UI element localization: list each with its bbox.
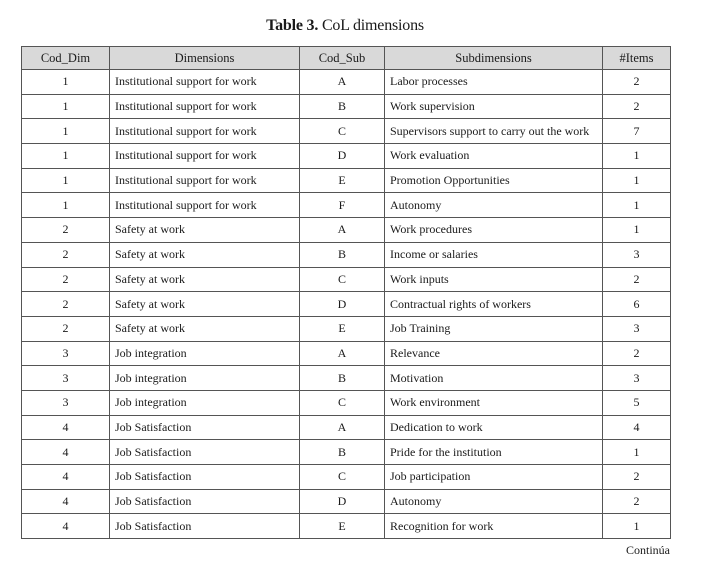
cell-subdimension: Autonomy bbox=[385, 193, 603, 218]
cell-cod-dim: 2 bbox=[22, 218, 110, 243]
cell-cod-sub: D bbox=[300, 292, 385, 317]
cell-items: 3 bbox=[603, 366, 671, 391]
cell-dimension: Institutional support for work bbox=[110, 94, 300, 119]
cell-items: 1 bbox=[603, 193, 671, 218]
cell-dimension: Institutional support for work bbox=[110, 168, 300, 193]
cell-dimension: Safety at work bbox=[110, 316, 300, 341]
cell-subdimension: Promotion Opportunities bbox=[385, 168, 603, 193]
table-row bbox=[22, 514, 671, 539]
cell-cod-sub: E bbox=[300, 514, 385, 539]
cell-dimension: Job Satisfaction bbox=[110, 415, 300, 440]
cell-cod-dim: 1 bbox=[22, 94, 110, 119]
cell-cod-dim: 2 bbox=[22, 267, 110, 292]
cell-cod-sub: D bbox=[300, 489, 385, 514]
cell-dimension: Safety at work bbox=[110, 218, 300, 243]
cell-dimension: Institutional support for work bbox=[110, 144, 300, 169]
table-row bbox=[22, 316, 671, 341]
cell-cod-dim: 4 bbox=[22, 514, 110, 539]
header-cod-dim: Cod_Dim bbox=[22, 47, 110, 70]
cell-cod-sub: F bbox=[300, 193, 385, 218]
table-row bbox=[22, 341, 671, 366]
cell-dimension: Job integration bbox=[110, 390, 300, 415]
cell-subdimension: Autonomy bbox=[385, 489, 603, 514]
cell-subdimension: Relevance bbox=[385, 341, 603, 366]
cell-items: 1 bbox=[603, 514, 671, 539]
table-row bbox=[22, 242, 671, 267]
cell-cod-dim: 3 bbox=[22, 366, 110, 391]
cell-subdimension: Work evaluation bbox=[385, 144, 603, 169]
header-subdimensions: Subdimensions bbox=[385, 47, 603, 70]
cell-cod-dim: 1 bbox=[22, 168, 110, 193]
cell-subdimension: Work supervision bbox=[385, 94, 603, 119]
cell-cod-dim: 2 bbox=[22, 292, 110, 317]
cell-subdimension: Work inputs bbox=[385, 267, 603, 292]
table-row bbox=[22, 415, 671, 440]
table-row bbox=[22, 489, 671, 514]
cell-cod-sub: A bbox=[300, 218, 385, 243]
cell-cod-dim: 1 bbox=[22, 144, 110, 169]
cell-cod-dim: 1 bbox=[22, 119, 110, 144]
cell-subdimension: Work environment bbox=[385, 390, 603, 415]
table-row bbox=[22, 168, 671, 193]
cell-items: 6 bbox=[603, 292, 671, 317]
table-row bbox=[22, 366, 671, 391]
cell-dimension: Job Satisfaction bbox=[110, 489, 300, 514]
cell-subdimension: Supervisors support to carry out the work bbox=[385, 119, 603, 144]
cell-subdimension: Pride for the institution bbox=[385, 440, 603, 465]
table-row bbox=[22, 465, 671, 490]
cell-cod-sub: B bbox=[300, 366, 385, 391]
cell-cod-dim: 1 bbox=[22, 70, 110, 95]
cell-subdimension: Work procedures bbox=[385, 218, 603, 243]
table-header-row bbox=[22, 47, 671, 70]
table-row bbox=[22, 144, 671, 169]
cell-dimension: Job integration bbox=[110, 341, 300, 366]
cell-cod-sub: E bbox=[300, 168, 385, 193]
cell-items: 2 bbox=[603, 489, 671, 514]
cell-items: 3 bbox=[603, 242, 671, 267]
cell-items: 2 bbox=[603, 94, 671, 119]
table-row bbox=[22, 390, 671, 415]
cell-dimension: Job Satisfaction bbox=[110, 465, 300, 490]
cell-items: 4 bbox=[603, 415, 671, 440]
cell-items: 2 bbox=[603, 70, 671, 95]
cell-dimension: Institutional support for work bbox=[110, 119, 300, 144]
cell-cod-sub: B bbox=[300, 94, 385, 119]
cell-cod-sub: B bbox=[300, 440, 385, 465]
continued-note: Continúa bbox=[626, 543, 670, 557]
cell-items: 2 bbox=[603, 341, 671, 366]
cell-cod-sub: A bbox=[300, 415, 385, 440]
cell-items: 2 bbox=[603, 267, 671, 292]
cell-cod-sub: A bbox=[300, 341, 385, 366]
table-caption bbox=[0, 16, 690, 36]
cell-cod-sub: C bbox=[300, 390, 385, 415]
table-row bbox=[22, 70, 671, 95]
col-dimensions-table bbox=[21, 46, 671, 539]
cell-subdimension: Contractual rights of workers bbox=[385, 292, 603, 317]
cell-items: 5 bbox=[603, 390, 671, 415]
cell-dimension: Safety at work bbox=[110, 242, 300, 267]
cell-dimension: Job integration bbox=[110, 366, 300, 391]
cell-cod-dim: 2 bbox=[22, 242, 110, 267]
cell-cod-sub: C bbox=[300, 267, 385, 292]
cell-dimension: Institutional support for work bbox=[110, 70, 300, 95]
table-row bbox=[22, 94, 671, 119]
cell-dimension: Job Satisfaction bbox=[110, 440, 300, 465]
cell-cod-dim: 4 bbox=[22, 465, 110, 490]
cell-subdimension: Labor processes bbox=[385, 70, 603, 95]
cell-items: 1 bbox=[603, 218, 671, 243]
cell-cod-sub: B bbox=[300, 242, 385, 267]
cell-dimension: Institutional support for work bbox=[110, 193, 300, 218]
cell-dimension: Safety at work bbox=[110, 267, 300, 292]
cell-cod-dim: 4 bbox=[22, 415, 110, 440]
table-caption-text: CoL dimensions bbox=[321, 17, 424, 34]
table-row bbox=[22, 267, 671, 292]
cell-subdimension: Job Training bbox=[385, 316, 603, 341]
cell-subdimension: Motivation bbox=[385, 366, 603, 391]
cell-subdimension: Dedication to work bbox=[385, 415, 603, 440]
table-row bbox=[22, 119, 671, 144]
cell-cod-dim: 1 bbox=[22, 193, 110, 218]
cell-dimension: Job Satisfaction bbox=[110, 514, 300, 539]
cell-subdimension: Income or salaries bbox=[385, 242, 603, 267]
cell-cod-dim: 4 bbox=[22, 489, 110, 514]
cell-cod-sub: C bbox=[300, 119, 385, 144]
header-dimensions: Dimensions bbox=[110, 47, 300, 70]
table-row bbox=[22, 440, 671, 465]
cell-cod-dim: 3 bbox=[22, 341, 110, 366]
cell-items: 1 bbox=[603, 168, 671, 193]
cell-items: 3 bbox=[603, 316, 671, 341]
header-items: #Items bbox=[603, 47, 671, 70]
cell-cod-dim: 3 bbox=[22, 390, 110, 415]
cell-cod-sub: C bbox=[300, 465, 385, 490]
cell-cod-dim: 2 bbox=[22, 316, 110, 341]
cell-items: 2 bbox=[603, 465, 671, 490]
cell-subdimension: Recognition for work bbox=[385, 514, 603, 539]
cell-cod-sub: A bbox=[300, 70, 385, 95]
cell-items: 1 bbox=[603, 144, 671, 169]
cell-items: 7 bbox=[603, 119, 671, 144]
cell-dimension: Safety at work bbox=[110, 292, 300, 317]
table-row bbox=[22, 193, 671, 218]
table-caption-label: Table 3. bbox=[266, 17, 319, 34]
header-cod-sub: Cod_Sub bbox=[300, 47, 385, 70]
table-row bbox=[22, 292, 671, 317]
cell-subdimension: Job participation bbox=[385, 465, 603, 490]
table-row bbox=[22, 218, 671, 243]
cell-cod-dim: 4 bbox=[22, 440, 110, 465]
cell-cod-sub: E bbox=[300, 316, 385, 341]
cell-items: 1 bbox=[603, 440, 671, 465]
cell-cod-sub: D bbox=[300, 144, 385, 169]
